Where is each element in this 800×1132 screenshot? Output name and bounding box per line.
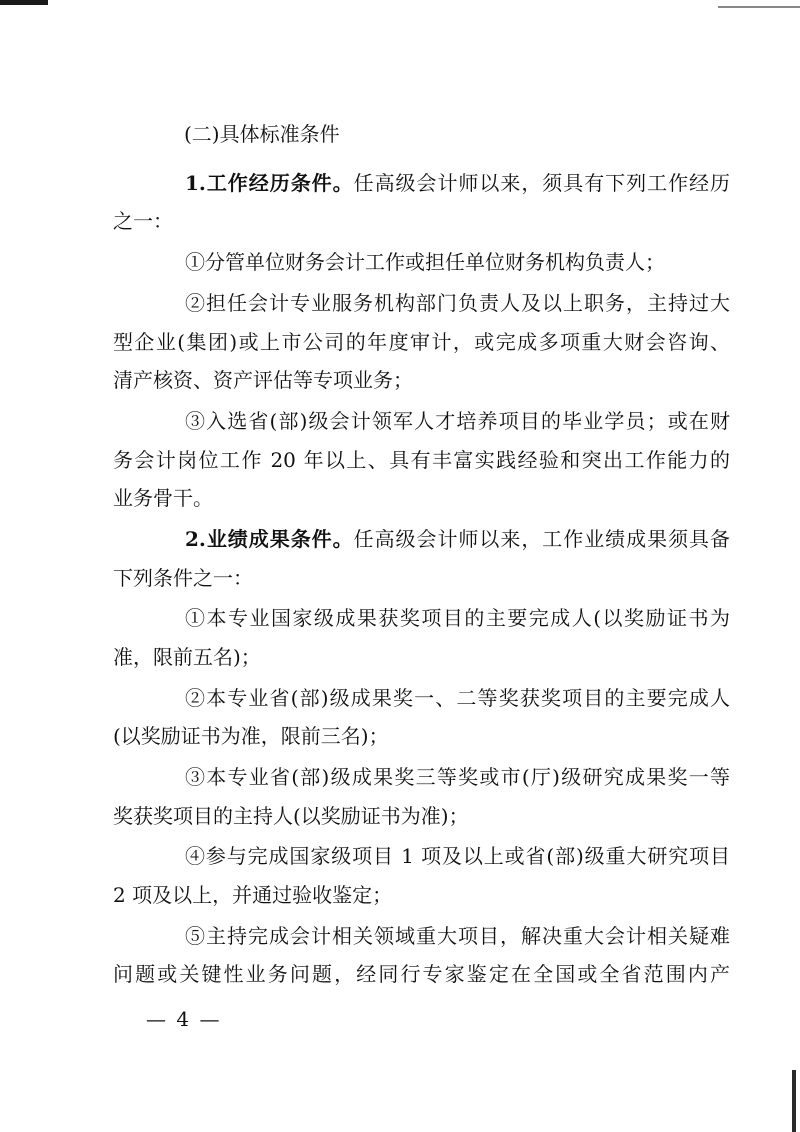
page-number: — 4 — xyxy=(146,1007,222,1031)
paragraph-line: 之一： xyxy=(113,209,173,233)
paragraph-line: (以奖励证书为准，限前三名)； xyxy=(113,724,389,748)
list-item: ②本专业省(部)级成果奖一、二等奖获奖项目的主要完成人 xyxy=(185,686,730,710)
paragraph-line xyxy=(185,170,730,196)
paragraph-line: 奖获奖项目的主持人(以奖励证书为准)； xyxy=(113,804,469,828)
list-item: ②担任会计专业服务机构部门负责人及以上职务，主持过大 xyxy=(185,291,730,315)
paragraph-line: 2 项及以上，并通过验收鉴定； xyxy=(113,883,393,907)
paragraph-line: 问题或关键性业务问题，经同行专家鉴定在全国或全省范围内产 xyxy=(113,962,730,986)
item-title: 1.工作经历条件。 xyxy=(185,171,354,195)
paragraph-line: 准，限前五名)； xyxy=(113,645,261,669)
paragraph-line: 业务骨干。 xyxy=(113,486,213,510)
item-text: 任高级会计师以来，须具有下列工作经历 xyxy=(353,171,731,195)
list-item: ①分管单位财务会计工作或担任单位财务机构负责人； xyxy=(185,250,665,274)
list-item: ③入选省(部)级会计领军人才培养项目的毕业学员；或在财 xyxy=(185,409,730,433)
paragraph-line: 下列条件之一： xyxy=(113,566,253,590)
list-item: ①本专业国家级成果获奖项目的主要完成人(以奖励证书为 xyxy=(185,606,730,630)
scan-edge-mark xyxy=(0,0,48,5)
item-text: 任高级会计师以来，工作业绩成果须具备 xyxy=(353,527,731,551)
paragraph-line xyxy=(185,526,730,552)
paragraph-line: 务会计岗位工作 20 年以上、具有丰富实践经验和突出工作能力的 xyxy=(113,448,730,472)
scan-edge-mark xyxy=(792,1070,796,1132)
item-title: 2.业绩成果条件。 xyxy=(185,527,354,551)
paragraph-line: 清产核资、资产评估等专项业务； xyxy=(113,368,413,392)
section-heading: (二)具体标准条件 xyxy=(184,122,340,146)
list-item: ③本专业省(部)级成果奖三等奖或市(厅)级研究成果奖一等 xyxy=(185,765,730,789)
paragraph-line: 型企业(集团)或上市公司的年度审计，或完成多项重大财会咨询、 xyxy=(113,330,730,354)
list-item: ④参与完成国家级项目 1 项及以上或省(部)级重大研究项目 xyxy=(185,844,730,868)
list-item: ⑤主持完成会计相关领域重大项目，解决重大会计相关疑难 xyxy=(185,924,730,948)
scan-edge-mark xyxy=(718,6,800,8)
